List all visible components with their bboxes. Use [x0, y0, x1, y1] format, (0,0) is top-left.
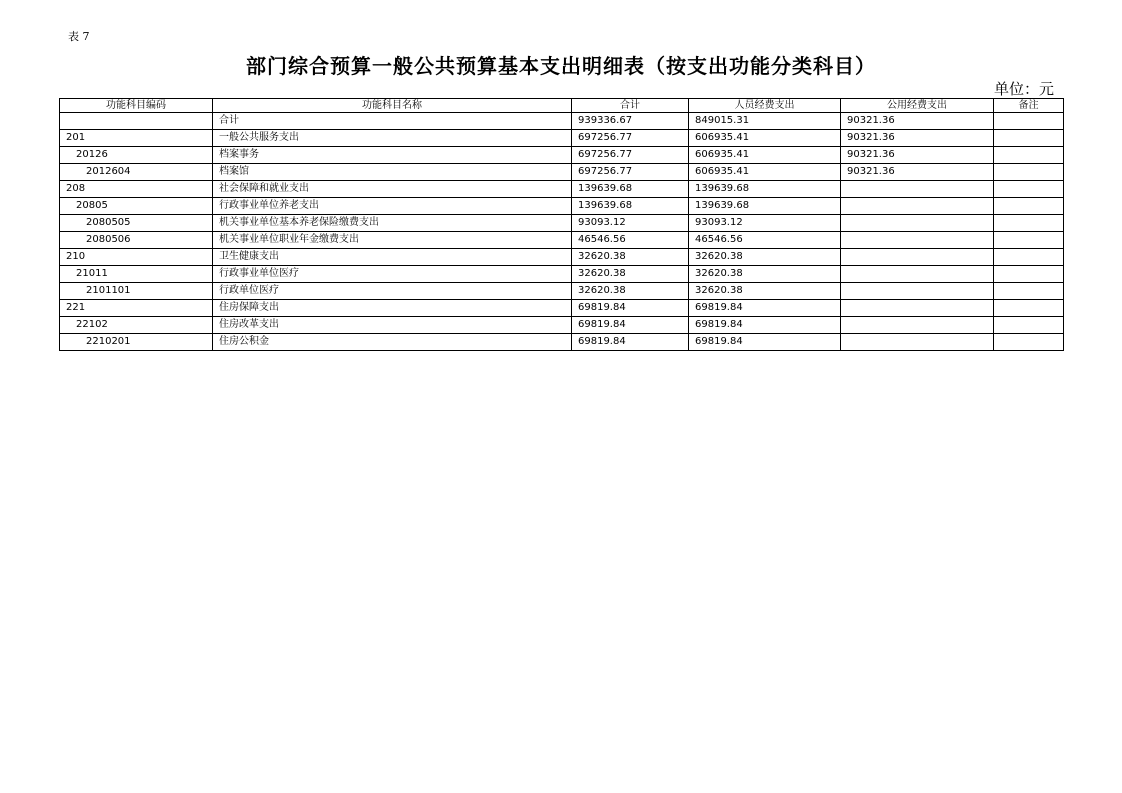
cell-personnel: 32620.38 — [689, 249, 841, 266]
cell-note — [994, 266, 1064, 283]
cell-public: 90321.36 — [841, 147, 994, 164]
cell-personnel: 69819.84 — [689, 317, 841, 334]
cell-name: 行政事业单位医疗 — [213, 266, 572, 283]
cell-total: 69819.84 — [572, 334, 689, 351]
table-row — [60, 198, 1064, 215]
cell-note — [994, 113, 1064, 130]
cell-name: 住房改革支出 — [213, 317, 572, 334]
cell-personnel: 69819.84 — [689, 300, 841, 317]
cell-public — [841, 283, 994, 300]
table-row — [60, 249, 1064, 266]
cell-name: 住房公积金 — [213, 334, 572, 351]
cell-note — [994, 334, 1064, 351]
cell-name: 住房保障支出 — [213, 300, 572, 317]
unit-label: 单位：元 — [993, 80, 1054, 98]
cell-public — [841, 198, 994, 215]
cell-personnel: 32620.38 — [689, 283, 841, 300]
cell-code: 22102 — [60, 317, 213, 334]
cell-code: 2080505 — [60, 215, 213, 232]
cell-personnel: 606935.41 — [689, 130, 841, 147]
cell-public — [841, 266, 994, 283]
cell-total: 69819.84 — [572, 317, 689, 334]
cell-note — [994, 164, 1064, 181]
cell-personnel: 849015.31 — [689, 113, 841, 130]
cell-name: 合计 — [213, 113, 572, 130]
cell-note — [994, 283, 1064, 300]
cell-note — [994, 147, 1064, 164]
cell-note — [994, 181, 1064, 198]
cell-personnel: 32620.38 — [689, 266, 841, 283]
cell-note — [994, 215, 1064, 232]
cell-note — [994, 130, 1064, 147]
table-row — [60, 317, 1064, 334]
cell-total: 46546.56 — [572, 232, 689, 249]
cell-personnel: 69819.84 — [689, 334, 841, 351]
table-row — [60, 334, 1064, 351]
column-header-total: 合计 — [572, 99, 689, 113]
cell-note — [994, 198, 1064, 215]
cell-note — [994, 317, 1064, 334]
cell-code: 208 — [60, 181, 213, 198]
cell-code: 221 — [60, 300, 213, 317]
cell-note — [994, 232, 1064, 249]
table-row — [60, 232, 1064, 249]
cell-public: 90321.36 — [841, 164, 994, 181]
table-body — [60, 113, 1064, 351]
cell-name: 一般公共服务支出 — [213, 130, 572, 147]
column-header-personnel: 人员经费支出 — [689, 99, 841, 113]
cell-public: 90321.36 — [841, 113, 994, 130]
page-title: 部门综合预算一般公共预算基本支出明细表（按支出功能分类科目） — [246, 54, 876, 78]
cell-total: 139639.68 — [572, 198, 689, 215]
cell-note — [994, 300, 1064, 317]
cell-public — [841, 334, 994, 351]
cell-personnel: 139639.68 — [689, 198, 841, 215]
cell-note — [994, 249, 1064, 266]
table-row — [60, 266, 1064, 283]
cell-code: 210 — [60, 249, 213, 266]
cell-name: 行政事业单位养老支出 — [213, 198, 572, 215]
table-row — [60, 147, 1064, 164]
cell-code: 2012604 — [60, 164, 213, 181]
cell-code: 2210201 — [60, 334, 213, 351]
cell-name: 卫生健康支出 — [213, 249, 572, 266]
cell-code: 20805 — [60, 198, 213, 215]
budget-detail-table — [59, 98, 1064, 351]
table-header-row — [60, 99, 1064, 113]
table-row — [60, 164, 1064, 181]
cell-public — [841, 249, 994, 266]
cell-personnel: 606935.41 — [689, 164, 841, 181]
cell-personnel: 139639.68 — [689, 181, 841, 198]
table-row — [60, 113, 1064, 130]
cell-total: 32620.38 — [572, 266, 689, 283]
table-row — [60, 283, 1064, 300]
table-row — [60, 181, 1064, 198]
cell-total: 939336.67 — [572, 113, 689, 130]
cell-total: 93093.12 — [572, 215, 689, 232]
cell-total: 139639.68 — [572, 181, 689, 198]
cell-total: 69819.84 — [572, 300, 689, 317]
column-header-code: 功能科目编码 — [60, 99, 213, 113]
cell-public — [841, 317, 994, 334]
table-row — [60, 130, 1064, 147]
cell-total: 32620.38 — [572, 249, 689, 266]
cell-public: 90321.36 — [841, 130, 994, 147]
cell-total: 697256.77 — [572, 164, 689, 181]
cell-code — [60, 113, 213, 130]
cell-total: 697256.77 — [572, 130, 689, 147]
cell-name: 行政单位医疗 — [213, 283, 572, 300]
cell-public — [841, 215, 994, 232]
cell-name: 机关事业单位基本养老保险缴费支出 — [213, 215, 572, 232]
table-number-label: 表 7 — [68, 30, 90, 43]
cell-code: 20126 — [60, 147, 213, 164]
table-row — [60, 300, 1064, 317]
cell-code: 2080506 — [60, 232, 213, 249]
column-header-public: 公用经费支出 — [841, 99, 994, 113]
cell-code: 2101101 — [60, 283, 213, 300]
cell-code: 21011 — [60, 266, 213, 283]
cell-total: 697256.77 — [572, 147, 689, 164]
cell-name: 社会保障和就业支出 — [213, 181, 572, 198]
cell-public — [841, 232, 994, 249]
cell-public — [841, 181, 994, 198]
table-row — [60, 215, 1064, 232]
cell-code: 201 — [60, 130, 213, 147]
cell-personnel: 93093.12 — [689, 215, 841, 232]
cell-total: 32620.38 — [572, 283, 689, 300]
cell-name: 档案事务 — [213, 147, 572, 164]
cell-name: 机关事业单位职业年金缴费支出 — [213, 232, 572, 249]
cell-personnel: 46546.56 — [689, 232, 841, 249]
cell-public — [841, 300, 994, 317]
column-header-name: 功能科目名称 — [213, 99, 572, 113]
column-header-note: 备注 — [994, 99, 1064, 113]
cell-name: 档案馆 — [213, 164, 572, 181]
cell-personnel: 606935.41 — [689, 147, 841, 164]
